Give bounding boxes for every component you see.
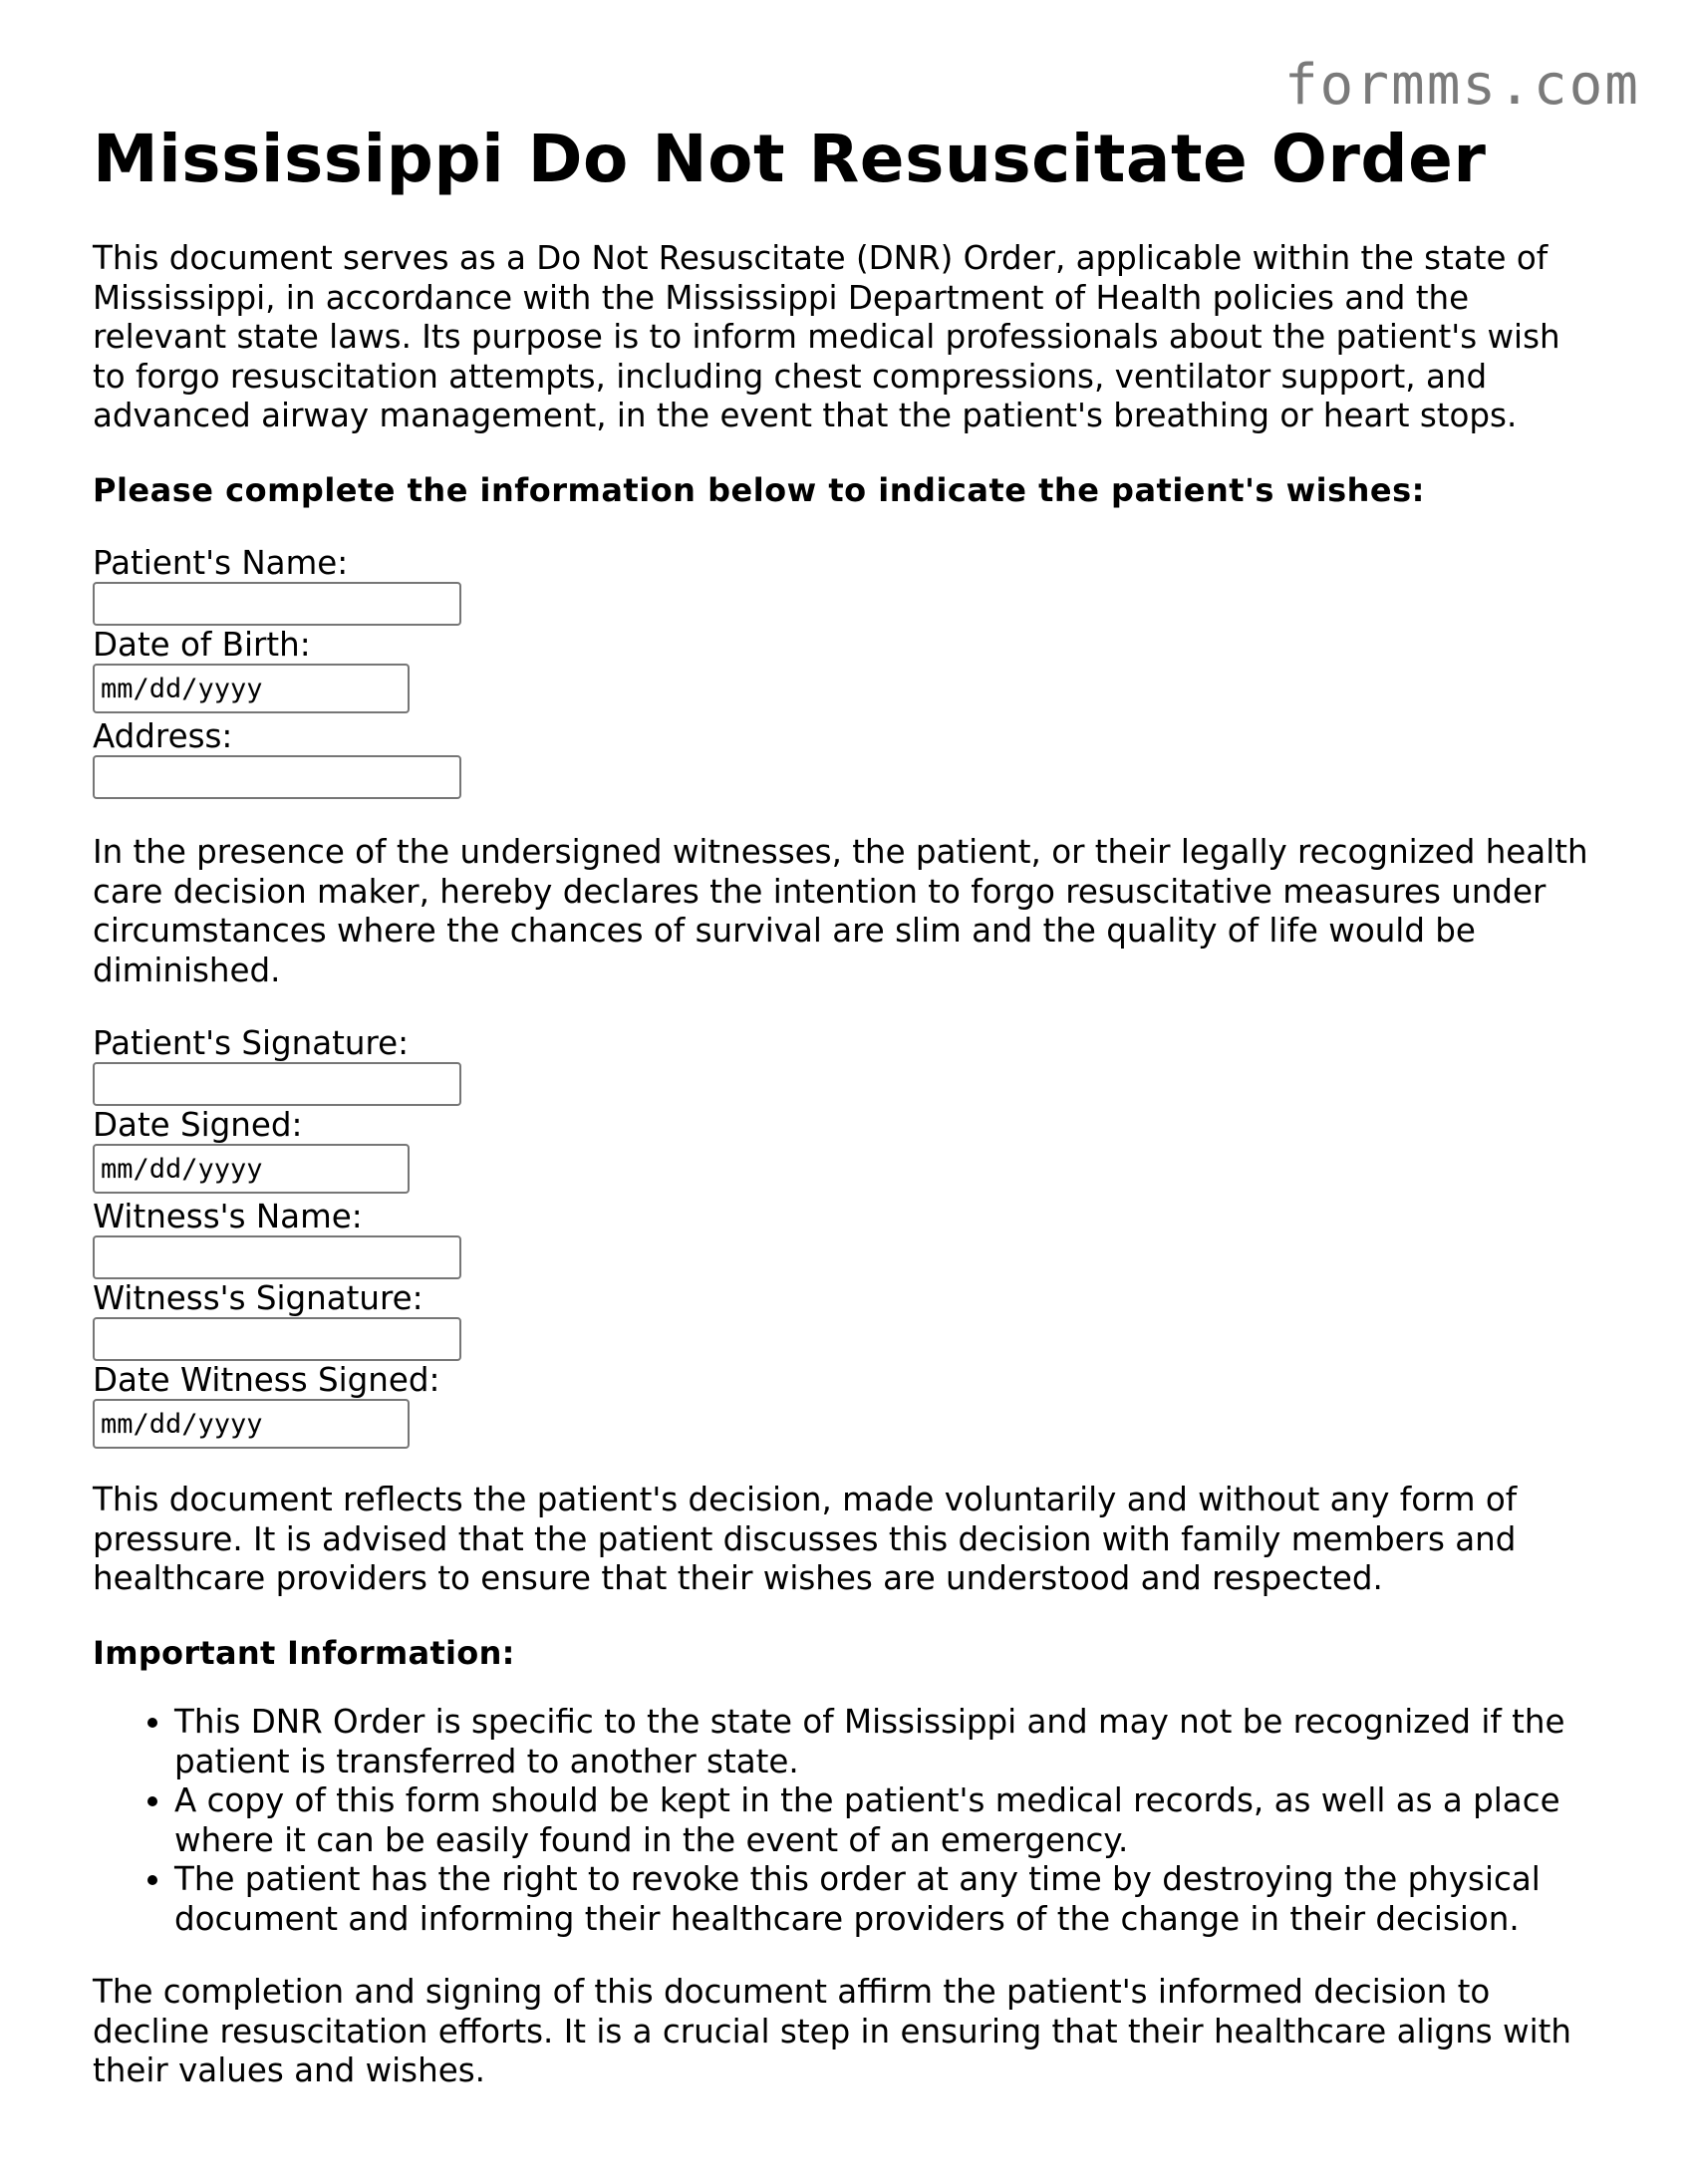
- date-witness-signed-input[interactable]: mm/dd/yyyy: [93, 1399, 410, 1449]
- signature-section: [93, 1024, 1597, 1449]
- page-title: Mississippi Do Not Resuscitate Order: [93, 121, 1487, 197]
- address-label: Address:: [93, 717, 233, 755]
- date-witness-signed-label: Date Witness Signed:: [93, 1361, 440, 1399]
- watermark: formms.com: [1283, 53, 1640, 118]
- patient-name-input[interactable]: [93, 582, 461, 626]
- date-signed-label: Date Signed:: [93, 1106, 303, 1144]
- list-item: • A copy of this form should be kept in the patient's medical records, as well as a place where it can be easily found in the event of an emergency.: [174, 1781, 1597, 1860]
- important-list: [93, 1703, 1597, 1939]
- instructions-heading: Please complete the information below to indicate the patient's wishes:: [93, 470, 1425, 509]
- list-item: • This DNR Order is specific to the state of Mississippi and may not be recognized if the patient is transferred to another state.: [174, 1703, 1597, 1781]
- patient-name-label: Patient's Name:: [93, 544, 349, 582]
- document-page: [93, 118, 1597, 2091]
- declaration-paragraph: In the presence of the undersigned witnesses, the patient, or their legally recognized health care decision maker, hereby declares the intention to forgo resuscitative measures under circumstances where the chances of survival are slim and the quality of life would be diminished.: [93, 833, 1588, 989]
- address-input[interactable]: [93, 755, 461, 799]
- date-of-birth-label: Date of Birth:: [93, 626, 311, 664]
- patient-info-section: [93, 544, 1597, 799]
- closing-paragraph: The completion and signing of this document affirm the patient's informed decision to decline resuscitation efforts. It is a crucial step in ensuring that their healthcare aligns with their values and wishes.: [93, 1973, 1572, 2089]
- witness-signature-label: Witness's Signature:: [93, 1279, 423, 1317]
- important-heading: Important Information:: [93, 1633, 515, 1672]
- witness-signature-input[interactable]: [93, 1317, 461, 1361]
- witness-name-input[interactable]: [93, 1235, 461, 1279]
- voluntary-statement: This document reflects the patient's decision, made voluntarily and without any form of pressure. It is advised that the patient discusses this decision with family members and healthcare providers to ensure that their wishes are understood and respected.: [93, 1481, 1518, 1597]
- patient-signature-label: Patient's Signature:: [93, 1024, 410, 1062]
- intro-paragraph: This document serves as a Do Not Resuscitate (DNR) Order, applicable within the state of Mississippi, in accordance with the Mississippi Department of Health policies and the relevant state laws. Its purpose is to inform medical professionals about the patient's wish to forgo resuscitation attempts, including chest compressions, ventilator support, and advanced airway management, in the event that the patient's breathing or heart stops.: [93, 239, 1560, 434]
- date-of-birth-input[interactable]: mm/dd/yyyy: [93, 664, 410, 713]
- patient-signature-input[interactable]: [93, 1062, 461, 1106]
- witness-name-label: Witness's Name:: [93, 1198, 363, 1235]
- list-item: • The patient has the right to revoke this order at any time by destroying the physical document and informing their healthcare providers of the change in their decision.: [174, 1860, 1597, 1939]
- date-signed-input[interactable]: mm/dd/yyyy: [93, 1144, 410, 1194]
